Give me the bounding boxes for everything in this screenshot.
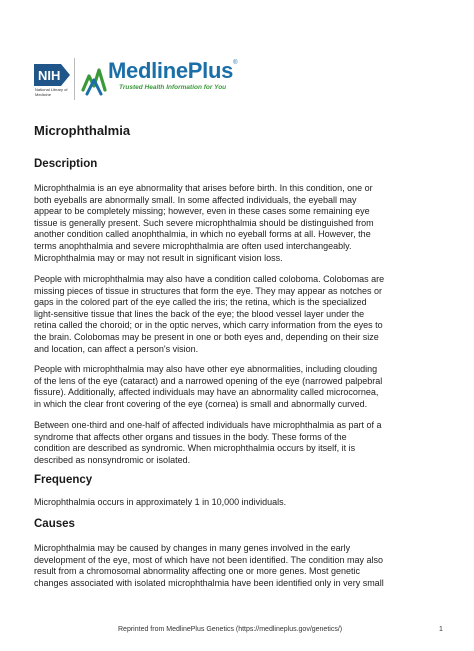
- text-line: appear to be completely missing; however, even in these cases some remaining eye: [34, 206, 370, 217]
- description-paragraph-4: [34, 420, 452, 466]
- footer-reprint-text: Reprinted from MedlinePlus Genetics (https://medlineplus.gov/genetics/): [118, 626, 343, 633]
- text-line: missing pieces of tissue in structures that form the eye. They may appear as notches or: [34, 285, 382, 296]
- text-line: Microphthalmia may or may not result in significant vision loss.: [34, 252, 283, 263]
- text-line: result from a chromosomal abnormality affecting one or more genes. Most genetic: [34, 566, 360, 577]
- text-line: tissue is generally present. Such severe microphthalmia should be distinguished from: [34, 217, 374, 228]
- causes-paragraph: [34, 543, 452, 589]
- nih-caption: National Library of Medicine: [35, 87, 68, 97]
- text-line: described as nonsyndromic or isolated.: [34, 454, 191, 465]
- section-heading-frequency: Frequency: [34, 474, 93, 486]
- text-line: in which the clear front covering of the eye (cornea) is small and abnormally curved.: [34, 398, 368, 409]
- medlineplus-brand: [108, 58, 237, 84]
- text-line: the brain. Colobomas may be present in one or both eyes and, depending on their size: [34, 331, 379, 342]
- text-line: Microphthalmia may be caused by changes in many genes involved in the early: [34, 543, 351, 553]
- section-heading-causes: Causes: [34, 518, 75, 530]
- brand-tagline: Trusted Health Information for You: [119, 84, 227, 91]
- text-line: gaps in the colored part of the eye called the iris; the retina, which is the specialized: [34, 297, 367, 308]
- text-line: fissure). Additionally, affected individuals may have an abnormality called microcornea,: [34, 387, 379, 398]
- text-line: and location, can affect a person's vision.: [34, 343, 199, 354]
- page-header: [34, 58, 454, 102]
- text-line: People with microphthalmia may also have a condition called coloboma. Colobomas are: [34, 274, 385, 284]
- text-line: People with microphthalmia may also have other eye abnormalities, including clouding: [34, 364, 378, 374]
- text-line: light-sensitive tissue that lines the back of the eye; the blood vessel layer under the: [34, 308, 365, 319]
- text-line: both eyeballs are abnormally small. In some affected individuals, the eyeball may: [34, 194, 357, 205]
- text-line: of the lens of the eye (cataract) and a narrowed opening of the eye (narrowed palpebral: [34, 375, 383, 386]
- text-line: Between one-third and one-half of affected individuals have microphthalmia as part of a: [34, 420, 382, 430]
- text-line: Microphthalmia occurs in approximately 1 in 10,000 individuals.: [34, 497, 287, 507]
- description-paragraph-1: [34, 183, 452, 264]
- text-line: syndrome that affects other organs and tissues in the body. These forms of the: [34, 431, 347, 442]
- trademark-symbol: ®: [233, 60, 238, 66]
- page-title: Microphthalmia: [34, 123, 131, 138]
- text-line: changes associated with isolated microphthalmia have been identified only in very small: [34, 577, 384, 588]
- description-paragraph-3: [34, 364, 452, 410]
- frequency-paragraph: [34, 497, 452, 509]
- brand-name: MedlinePlus: [108, 58, 234, 83]
- text-line: terms anophthalmia and severe microphthalmia are often used interchangeably.: [34, 240, 352, 251]
- text-line: retina called the choroid; or in the optic nerves, which carry information from the eyes to: [34, 320, 383, 331]
- nih-badge-icon: [34, 64, 70, 86]
- section-heading-description: Description: [34, 158, 98, 170]
- medlineplus-logo-icon: [81, 60, 107, 98]
- text-line: Microphthalmia is an eye abnormality that arises before birth. In this condition, one or: [34, 183, 373, 193]
- description-paragraph-2: [34, 274, 452, 355]
- nih-text: NIH: [38, 68, 61, 83]
- text-line: another condition called anophthalmia, in which no eyeball forms at all. However, the: [34, 229, 371, 240]
- text-line: development of the eye, most of which have not been identified. The condition may also: [34, 554, 384, 565]
- logo-divider: [74, 58, 75, 100]
- page-number: 1: [439, 626, 443, 633]
- text-line: condition are described as syndromic. When microphthalmia occurs by itself, it is: [34, 443, 356, 454]
